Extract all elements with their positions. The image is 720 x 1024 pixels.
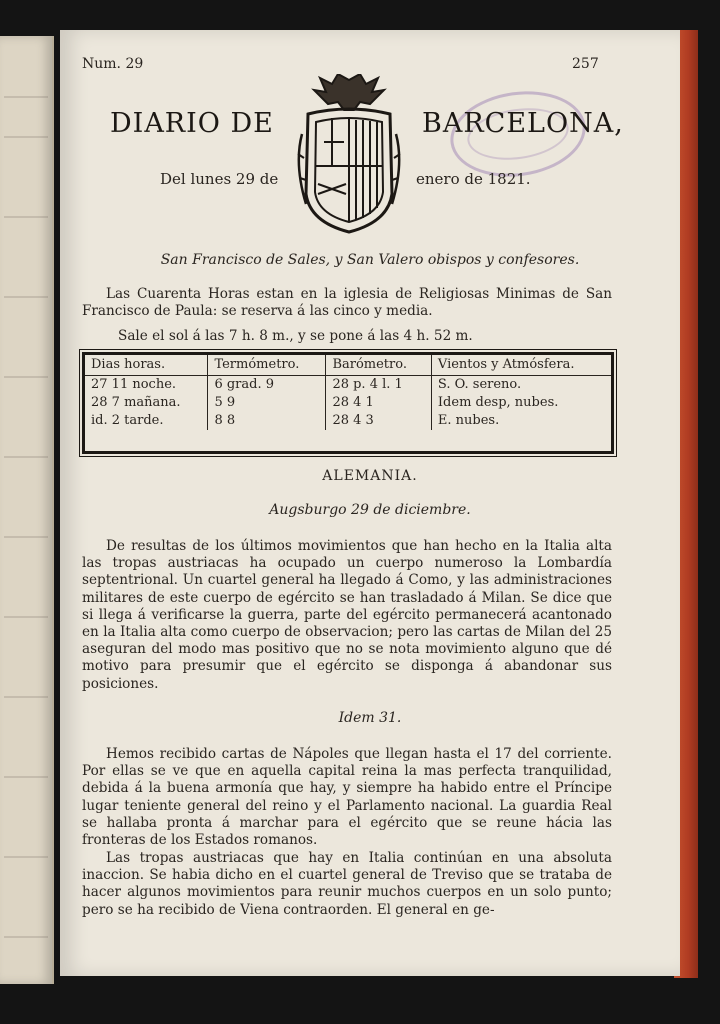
masthead-title-right: BARCELONA,: [422, 108, 624, 139]
table-row: 28 7 mañana. 5 9 28 4 1 Idem desp, nubes.: [85, 394, 611, 412]
weather-table: [82, 352, 614, 454]
issue-number: Num. 29: [82, 56, 144, 72]
left-page-edge: [0, 36, 54, 984]
dateline-idem: Idem 31.: [338, 710, 402, 726]
page-number: 257: [572, 56, 599, 72]
masthead-title-left: DIARIO DE: [110, 108, 274, 139]
table-row: 27 11 noche. 6 grad. 9 28 p. 4 l. 1 S. O. sereno.: [85, 376, 611, 395]
weather-header: Barómetro.: [326, 355, 431, 376]
coat-of-arms-icon: [288, 74, 410, 238]
weather-header: Dias horas.: [85, 355, 208, 376]
date-line-left: Del lunes 29 de: [160, 170, 279, 188]
date-line-right: enero de 1821.: [416, 170, 531, 188]
table-row: id. 2 tarde. 8 8 28 4 3 E. nubes.: [85, 412, 611, 430]
section-heading: ALEMANIA.: [322, 468, 418, 484]
saints-of-the-day: San Francisco de Sales, y San Valero obispos y confesores.: [160, 252, 580, 268]
article-paragraph-3: Las tropas austriacas que hay en Italia continúan en una absoluta inaccion. Se habia dicho en el cuartel general de Treviso que se trataba de hacer algunos movimientos para reunir muchos cuerpos en un solo punto; pero se ha recibido de Viena contraorden. El general en ge-: [82, 850, 612, 918]
weather-header: Vientos y Atmósfera.: [431, 355, 611, 376]
sunrise-sunset: Sale el sol á las 7 h. 8 m., y se pone á las 4 h. 52 m.: [118, 328, 473, 344]
newspaper-page: [60, 30, 680, 976]
article-paragraph-2: Hemos recibido cartas de Nápoles que llegan hasta el 17 del corriente. Por ellas se ve que en aquella capital reina la mas perfecta tranquilidad, debida á la buena armonía que hay, y siempre ha habido entre el Príncipe lugar teniente general del reino y el Parlamento nacional. La guardia Real se hallaba pronta á marchar para el egército que se reune hácia las fronteras de los Estados romanos.: [82, 746, 612, 849]
weather-header: Termómetro.: [208, 355, 326, 376]
article-paragraph-1: De resultas de los últimos movimientos que han hecho en la Italia alta las tropas austriacas ha ocupado un cuerpo numeroso la Lombardía septentrional. Un cuartel general ha llegado á Como, y las administraciones militares de este cuerpo de egército se han trasladado á Milan. Se dice que si llega á verificarse la guerra, parte del egército permanecerá acantonado en la Italia alta como cuerpo de observacion; pero las cartas de Milan del 25 aseguran del modo mas positivo que no se nota movimiento alguno que dé motivo para presumir que el egército se disponga á abandonar sus posiciones.: [82, 538, 612, 692]
notice-paragraph: Las Cuarenta Horas estan en la iglesia de Religiosas Minimas de San Francisco de Paula: se reserva á las cinco y media.: [82, 286, 612, 320]
dateline-augsburgo: Augsburgo 29 de diciembre.: [269, 502, 471, 518]
